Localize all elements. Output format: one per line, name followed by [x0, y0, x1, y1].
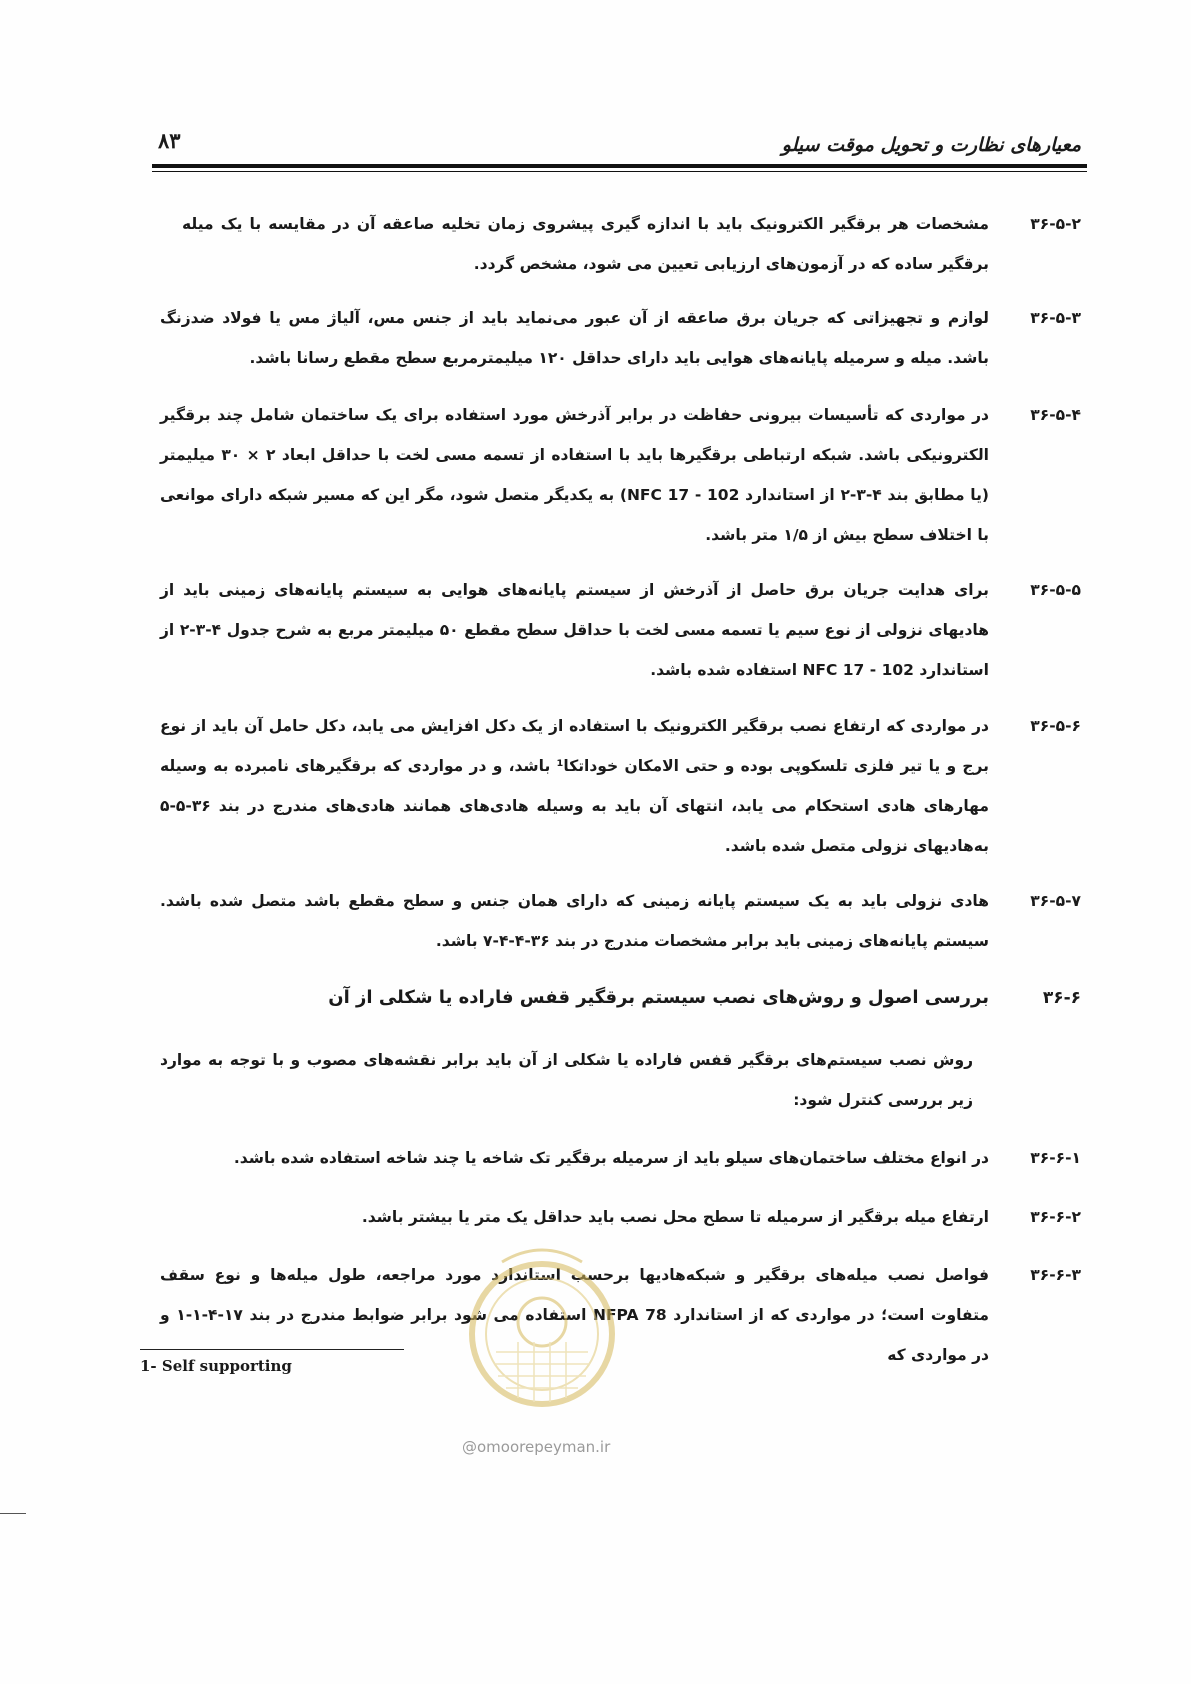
clause-number: ۳۶-۵-۵ [1030, 581, 1081, 599]
seal-stamp-icon [462, 1242, 622, 1422]
header-rule [152, 164, 1087, 168]
clause-36-5-3 [160, 298, 1081, 378]
clause-number: ۳۶-۵-۶ [1030, 717, 1081, 735]
clause-36-6-2 [160, 1197, 1081, 1237]
clause-36-5-6 [160, 706, 1081, 866]
page-number: ۸۳ [158, 128, 181, 153]
clause-number: ۳۶-۶-۲ [1030, 1208, 1081, 1226]
clause-text: مشخصات هر برقگیر الکترونیک باید با اندازه گیری پیشروی زمان تخلیه صاعقه آن در مقایسه با یک میله برقگیر ساده که در آزمون‌های ارزیابی تعیین می شود، مشخص گردد. [182, 215, 989, 273]
scan-edge-mark [0, 1513, 26, 1514]
clause-36-5-7 [160, 881, 1081, 961]
clause-36-5-2 [160, 204, 1081, 284]
footnote-rule [140, 1349, 404, 1350]
clause-text: فواصل نصب میله‌های برقگیر و شبکه‌هادیها برحسب استاندارد مورد مراجعه، طول میله‌ها و نوع سقف متفاوت است؛ در مواردی که از استاندارد NFPA 78 استفاده می شود برابر ضوابط مندرج در بند ۱۷-۴-۱-۱ و در مواردی که [160, 1266, 990, 1364]
header-rule-thin [152, 171, 1087, 172]
clause-36-5-4 [160, 395, 1081, 555]
watermark-text: @omoorepeyman.ir [462, 1438, 611, 1456]
clause-number: ۳۶-۶-۱ [1030, 1149, 1081, 1167]
section-title: بررسی اصول و روش‌های نصب سیستم برقگیر قفس فاراده یا شکلی از آن [328, 987, 989, 1008]
clause-number: ۳۶-۵-۳ [1030, 309, 1081, 327]
clause-text: در انواع مختلف ساختمان‌های سیلو باید از سرمیله برقگیر تک شاخه یا چند شاخه استفاده شده باشد. [233, 1149, 989, 1167]
section-number: ۳۶-۶ [1042, 988, 1081, 1008]
clause-36-5-5 [160, 570, 1081, 690]
clause-text: لوازم و تجهیزاتی که جریان برق صاعقه از آن عبور می‌نماید باید از جنس مس، آلیاژ مس یا فولاد ضدزنگ باشد. میله و سرمیله پایانه‌های هوایی باید دارای حداقل ۱۲۰ میلیمترمربع سطح مقطع رسانا باشد. [160, 309, 989, 367]
clause-text: برای هدایت جریان برق حاصل از آذرخش از سیستم پایانه‌های هوایی به سیستم پایانه‌های زمینی باید از هادیهای نزولی از نوع سیم یا تسمه مسی لخت با حداقل سطح مقطع ۵۰ میلیمتر مربع به شرح جدول ۴-۳-۲ از استاندارد NFC 17 - 102 استفاده شده باشد. [160, 581, 989, 679]
clause-text: هادی نزولی باید به یک سیستم پایانه زمینی که دارای همان جنس و سطح مقطع باشد متصل شده باشد. سیستم پایانه‌های زمینی باید برابر مشخصات مندرج در بند ۳۶-۴-۴-۷ باشد. [160, 892, 989, 950]
footnote: 1- Self supporting [140, 1357, 292, 1375]
clause-number: ۳۶-۵-۴ [1030, 406, 1081, 424]
clause-text: در مواردی که تأسیسات بیرونی حفاظت در برابر آذرخش مورد استفاده برای یک ساختمان شامل چند برقگیر الکترونیکی باشد. شبکه ارتباطی برقگیرها باید با استفاده از تسمه مسی لخت با حداقل ابعاد ۲ × ۳۰ میلیمتر (یا مطابق بند ۴-۳-۲ از استاندارد NFC 17 - 102) به یکدیگر متصل شود، مگر این که مسیر شبکه دارای موانعی با اختلاف سطح بیش از ۱/۵ متر باشد. [160, 406, 990, 544]
section-intro: روش نصب سیستم‌های برقگیر قفس فاراده یا شکلی از آن باید برابر نقشه‌های مصوب و با توجه به موارد زیر بررسی کنترل شود: [160, 1051, 973, 1109]
running-header-title: معیارهای نظارت و تحویل موقت سیلو [781, 134, 1081, 156]
clause-36-6-1 [160, 1138, 1081, 1178]
section-36-6 [160, 978, 1081, 1018]
clause-number: ۳۶-۵-۲ [1030, 215, 1081, 233]
clause-text: ارتفاع میله برقگیر از سرمیله تا سطح محل نصب باید حداقل یک متر یا بیشتر باشد. [361, 1208, 989, 1226]
clause-number: ۳۶-۵-۷ [1030, 892, 1081, 910]
clause-text: در مواردی که ارتفاع نصب برقگیر الکترونیک با استفاده از یک دکل افزایش می یابد، دکل حامل آن باید از نوع برج و یا تیر فلزی تلسکوپی بوده و حتی الامکان خوداتکا¹ باشد، و در مواردی که برقگیرهای نامبرده به وسیله مهارهای هادی استحکام می یابد، انتهای آن باید به وسیله هادی‌های همانند هادی‌های مندرج در بند ۳۶-۵-۵ به‌هادیهای نزولی متصل شده باشد. [160, 717, 990, 855]
clause-number: ۳۶-۶-۳ [1030, 1266, 1081, 1284]
